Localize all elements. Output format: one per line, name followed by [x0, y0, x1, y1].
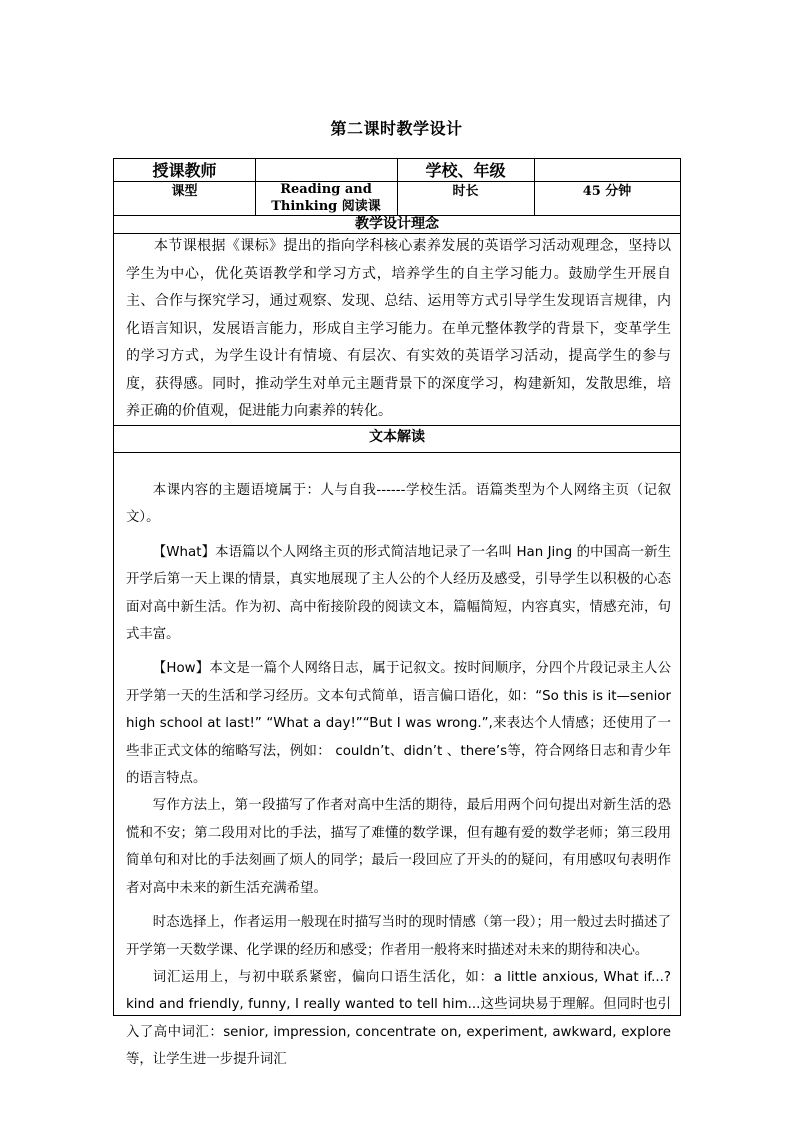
analysis-paragraph-vocabulary: 词汇运用上，与初中联系紧密，偏向口语生活化，如：a little anxious, What if...? kind and friendly, funny, I really wanted to tell him...这些词块易于理解。但同时也引入了高中词汇：senior, impression, concentrate on, experiment, awkward, explore 等，让学生进一步提升词汇 [126, 969, 671, 1068]
duration-value: 45 分钟 [582, 184, 632, 199]
analysis-text [126, 477, 671, 1074]
philosophy-text [126, 233, 671, 426]
row-divider [114, 452, 680, 453]
teacher-label: 授课教师 [152, 161, 217, 180]
page-title: 第二课时教学设计 [330, 119, 463, 138]
analysis-paragraph-context: 本课内容的主题语境属于：人与自我------学校生活。语篇类型为个人网络主页（记叙文）。 [126, 483, 671, 526]
school-grade-label: 学校、年级 [425, 161, 506, 180]
analysis-paragraph-tense: 时态选择上，作者运用一般现在时描写当时的现时情感（第一段）；用一般过去时描述了开学第一天数学课、化学课的经历和感受；作者用一般将来时描述对未来的期待和决心。 [126, 915, 671, 958]
analysis-paragraph-what: 【What】本语篇以个人网络主页的形式简洁地记录了一名叫 Han Jing 的中国高一新生开学后第一天上课的情景，真实地展现了主人公的个人经历及感受，引导学生以积极的心态面对高中新生活。作为初、高中衔接阶段的阅读文本，篇幅简短，内容真实，情感充沛，句式丰富。 [126, 544, 671, 643]
lesson-plan-table [113, 158, 681, 1068]
philosophy-paragraph: 本节课根据《课标》提出的指向学科核心素养发展的英语学习活动观理念，坚持以学生为中心，优化英语教学和学习方式，培养学生的自主学习能力。鼓励学生开展自主、合作与探究学习，通过观察、发现、总结、运用等方式引导学生发现语言规律，内化语言知识，发展语言能力，形成自主学习能力。在单元整体教学的背景下，变革学生的学习方式，为学生设计有情境、有层次、有实效的英语学习活动，提高学生的参与度，获得感。同时，推动学生对单元主题背景下的深度学习，构建新知，发散思维，培养正确的价值观，促进能力向素养的转化。 [126, 238, 671, 419]
philosophy-heading: 教学设计理念 [355, 216, 439, 232]
row-divider [114, 181, 680, 182]
lesson-type-label: 课型 [171, 184, 198, 199]
duration-label: 时长 [452, 184, 479, 199]
analysis-paragraph-how: 【How】本文是一篇个人网络日志，属于记叙文。按时间顺序，分四个片段记录主人公开学第一天的生活和学习经历。文本句式简单，语言偏口语化，如：“So this is it—senior high school at last!” “What a day!”“But I was wrong.”,来表达个人情感；还使用了一些非正式文体的缩略写法，例如： couldn’t、didn’t 、there’s等，符合网络日志和青少年的语言特点。 [126, 661, 671, 787]
lesson-type-value: Reading and Thinking 阅读课 [271, 182, 381, 214]
teacher-value[interactable] [255, 160, 397, 181]
analysis-paragraph-writing: 写作方法上，第一段描写了作者对高中生活的期待，最后用两个问句提出对新生活的恐慌和不安；第二段用对比的手法，描写了难懂的数学课，但有趣有爱的数学老师；第三段用简单句和对比的手法刻画了烦人的同学；最后一段回应了开头的的疑问，有用感叹句表明作者对高中未来的新生活充满希望。 [126, 798, 671, 896]
analysis-heading: 文本解读 [369, 429, 425, 445]
school-grade-value[interactable] [534, 160, 680, 181]
